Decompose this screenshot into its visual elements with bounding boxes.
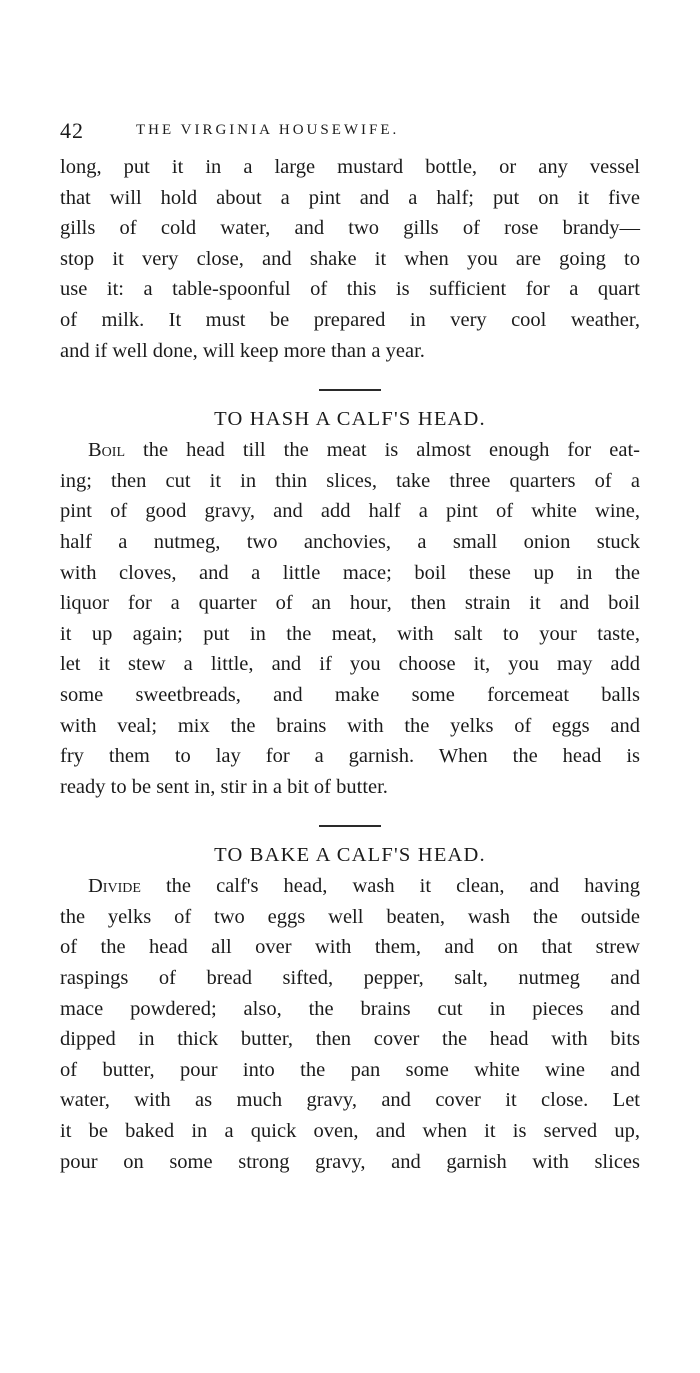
text-line: some sweetbreads, and make some forcemeat balls bbox=[60, 683, 640, 706]
text-line: and if well done, will keep more than a year. bbox=[60, 339, 425, 362]
text-line: dipped in thick butter, then cover the head with bits bbox=[60, 1028, 640, 1051]
running-title: THE VIRGINIA HOUSEWIFE. bbox=[136, 122, 400, 138]
text-line: gills of cold water, and two gills of rose brandy— bbox=[60, 217, 640, 240]
section-divider bbox=[319, 825, 381, 827]
text-line: use it: a table-spoonful of this is sufficient for a quart bbox=[60, 278, 640, 301]
text-line bbox=[60, 435, 640, 466]
recipe-title: TO HASH A CALF'S HEAD. bbox=[214, 408, 486, 431]
text-line: ing; then cut it in thin slices, take three quarters of a bbox=[60, 469, 640, 492]
text-line: liquor for a quarter of an hour, then strain it and boil bbox=[60, 592, 640, 615]
text-fragment: the calf's head, wash it clean, and having bbox=[140, 875, 640, 898]
recipe-body bbox=[60, 435, 640, 802]
text-line: it up again; put in the meat, with salt to your taste, bbox=[60, 622, 640, 645]
text-line: of butter, pour into the pan some white wine and bbox=[60, 1058, 640, 1081]
recipe-title: TO BAKE A CALF'S HEAD. bbox=[214, 844, 486, 867]
text-line: the yelks of two eggs well beaten, wash the outside bbox=[60, 905, 640, 928]
text-line: with cloves, and a little mace; boil these up in the bbox=[60, 561, 640, 584]
text-line bbox=[60, 871, 640, 902]
text-fragment: the head till the meat is almost enough for eat- bbox=[125, 439, 640, 462]
text-line: with veal; mix the brains with the yelks of eggs and bbox=[60, 714, 640, 737]
book-page bbox=[60, 118, 640, 1177]
text-line: stop it very close, and shake it when you are going to bbox=[60, 247, 640, 270]
running-head bbox=[60, 118, 640, 152]
text-line: that will hold about a pint and a half; put on it five bbox=[60, 186, 640, 209]
page-number: 42 bbox=[60, 118, 84, 143]
text-line: mace powdered; also, the brains cut in pieces and bbox=[60, 997, 640, 1020]
lead-word: Boil bbox=[88, 439, 125, 462]
section-divider bbox=[319, 389, 381, 391]
text-line: of the head all over with them, and on that strew bbox=[60, 936, 640, 959]
text-line: raspings of bread sifted, pepper, salt, nutmeg and bbox=[60, 967, 640, 990]
text-line: pint of good gravy, and add half a pint of white wine, bbox=[60, 500, 640, 523]
lead-word: Divide bbox=[88, 875, 141, 898]
text-line: it be baked in a quick oven, and when it is served up, bbox=[60, 1120, 640, 1143]
recipe-body bbox=[60, 871, 640, 1177]
text-line: let it stew a little, and if you choose it, you may add bbox=[60, 653, 640, 676]
text-line: water, with as much gravy, and cover it close. Let bbox=[60, 1089, 640, 1112]
text-line: of milk. It must be prepared in very cool weather, bbox=[60, 308, 640, 331]
continuation-paragraph bbox=[60, 152, 640, 366]
text-line: long, put it in a large mustard bottle, or any vessel bbox=[60, 156, 640, 178]
text-line: half a nutmeg, two anchovies, a small onion stuck bbox=[60, 530, 640, 553]
text-line: ready to be sent in, stir in a bit of butter. bbox=[60, 775, 388, 798]
text-line: pour on some strong gravy, and garnish with slices bbox=[60, 1150, 640, 1173]
text-line: fry them to lay for a garnish. When the head is bbox=[60, 745, 640, 768]
